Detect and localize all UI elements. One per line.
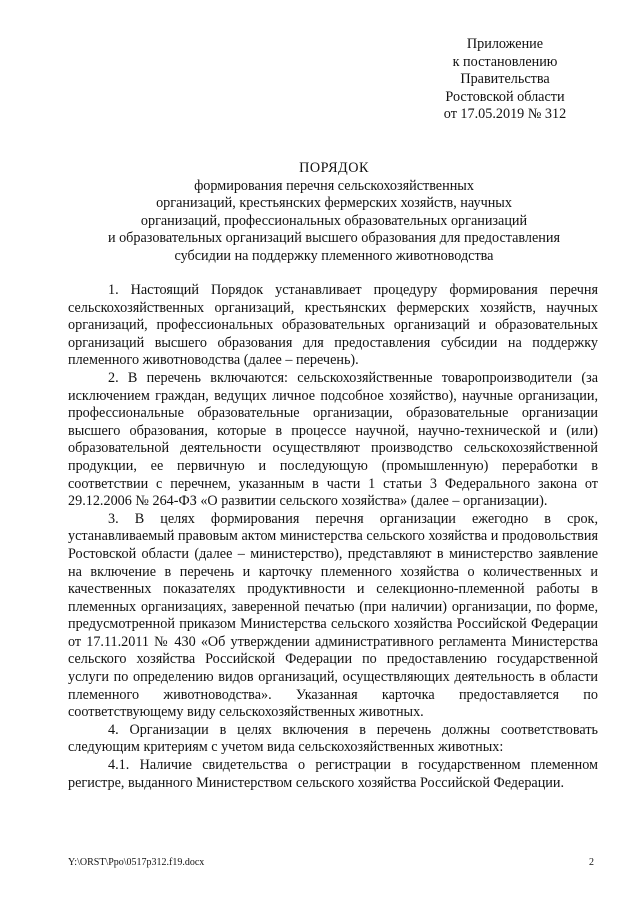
- document-body: [68, 282, 598, 792]
- paragraph-4-1: 4.1. Наличие свидетельства о регистрации в государственном племенном регистре, выданного Министерством сельского хозяйства Российской Федерации.: [68, 757, 598, 791]
- paragraph-3: 3. В целях формирования перечня организации ежегодно в срок, устанавливаемый правовым актом министерства сельского хозяйства и продовольствия Ростовской области (далее – министерство), представляют в министерство заявление на включение в перечень и карточку племенного хозяйства о количественных и качественных показателях продуктивности и селекционно-племенной работы в племенных организациях, заверенной печатью (при наличии) организации, по форме, предусмотренной приказом Министерства сельского хозяйства Российской Федерации от 17.11.2011 № 430 «Об утверждении административного регламента Министерства сельского хозяйства Российской Федерации по предоставлению государственной услуги по определению видов организаций, осуществляющих деятельность в области племенного животноводства». Указанная карточка предоставляется по соответствующему виду сельскохозяйственных животных.: [68, 510, 598, 721]
- appendix-line-4: Ростовской области: [445, 88, 565, 105]
- document-title: ПОРЯДОК: [299, 160, 369, 176]
- paragraph-2: 2. В перечень включаются: сельскохозяйственные товаропроизводители (за исключением граждан, ведущих личное подсобное хозяйство), научные организации, профессиональные образовательные организации, образовательные организации высшего образования, которые в процессе научной, научно-технической и (или) образовательной деятельности осуществляют производство сельскохозяйственной продукции, ее первичную и последующую (промышленную) переработки в соответствии с перечнем, указанным в части 1 статьи 3 Федерального закона от 29.12.2006 № 264-ФЗ «О развитии сельского хозяйства» (далее – организации).: [68, 369, 598, 510]
- appendix-line-5: от 17.05.2019 № 312: [443, 106, 567, 123]
- appendix-line-3: Правительства: [460, 71, 550, 88]
- paragraph-1: 1. Настоящий Порядок устанавливает процедуру формирования перечня сельскохозяйственных организаций, крестьянских фермерских хозяйств, научных организаций, профессиональных образовательных организаций и образовательных организаций высшего образования для предоставления субсидии на поддержку племенного животноводства (далее – перечень).: [68, 282, 598, 369]
- subtitle-line-5: субсидии на поддержку племенного животноводства: [174, 247, 494, 264]
- page-number: 2: [589, 857, 594, 868]
- subtitle-line-1: формирования перечня сельскохозяйственных: [194, 177, 474, 194]
- subtitle-line-4: и образовательных организаций высшего образования для предоставления: [107, 230, 561, 247]
- subtitle-line-2: организаций, крестьянских фермерских хозяйств, научных: [156, 195, 512, 212]
- subtitle-line-3: организаций, профессиональных образовательных организаций: [140, 212, 528, 229]
- title-block: [68, 160, 600, 266]
- appendix-line-1: Приложение: [466, 36, 544, 52]
- appendix-header: [410, 36, 600, 124]
- appendix-line-2: к постановлению: [452, 53, 558, 70]
- paragraph-4: 4. Организации в целях включения в перечень должны соответствовать следующим критериям с учетом вида сельскохозяйственных животных:: [68, 721, 598, 756]
- footer-file-path: Y:\ORST\Ppo\0517p312.f19.docx: [68, 857, 205, 868]
